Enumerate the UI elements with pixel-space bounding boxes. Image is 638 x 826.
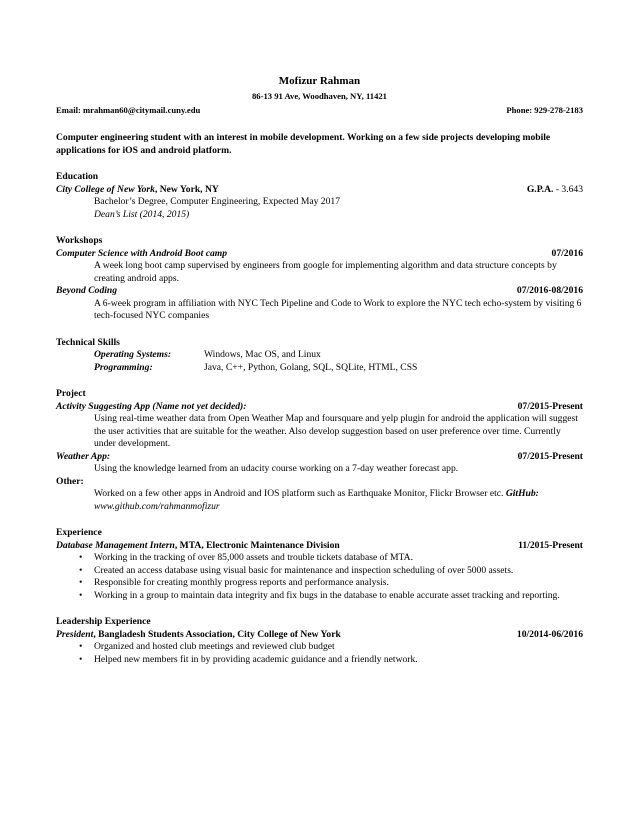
section-title-workshops: Workshops xyxy=(56,235,103,246)
list-item xyxy=(79,564,583,578)
github-link[interactable]: www.github.com/rahmanmofizur xyxy=(94,500,220,512)
workshop-date: 07/2016 xyxy=(551,247,583,259)
workshop-desc: A 6-week program in affiliation with NYC Tech Pipeline and Code to Work to explore the NYC tech echo-system by visiting 6 tech-focused NYC companies xyxy=(94,297,582,321)
project-desc: Using the knowledge learned from an udacity course working on a 7-day weather forecast app. xyxy=(94,463,459,474)
bullet-text: Working in the tracking of over 85,000 assets and trouble tickets database of MTA. xyxy=(94,552,413,563)
bullet-text: Working in a group to maintain data integrity and fix bugs in the database to enable accurate asset tracking and reporting. xyxy=(94,589,560,601)
bullet-icon: • xyxy=(79,577,83,588)
experience-date: 11/2015-Present xyxy=(518,539,583,551)
project-section xyxy=(56,388,583,513)
list-item xyxy=(79,653,583,667)
bullet-icon: • xyxy=(79,589,83,601)
bullet-text: Helped new members fit in by providing academic guidance and a friendly network. xyxy=(94,653,418,665)
bullet-icon: • xyxy=(79,564,83,576)
workshop-row xyxy=(56,285,583,298)
other-projects-label: Other: xyxy=(56,475,84,487)
leadership-row xyxy=(56,629,583,642)
workshops-section xyxy=(56,235,583,323)
experience-section xyxy=(56,527,583,602)
gpa xyxy=(519,184,583,197)
list-item xyxy=(79,577,583,590)
workshop-date: 07/2016-08/2016 xyxy=(516,285,583,296)
experience-org: , MTA, Electronic Maintenance Division xyxy=(174,539,340,551)
list-item xyxy=(79,552,583,565)
project-desc: Using real-time weather data from Open Weather Map and foursquare and yelp plugin for android the application will suggest the user activities that are suitable for the weather. Also develop suggestion based on user preference over time. Currently under development. xyxy=(94,413,578,449)
section-title-skills: Technical Skills xyxy=(56,336,120,348)
project-name: Weather App: xyxy=(56,450,111,462)
experience-row xyxy=(56,540,583,553)
deans-list: Dean’s List (2014, 2015) xyxy=(94,208,190,220)
workshop-name: Computer Science with Android Boot camp xyxy=(56,247,228,259)
resume-document xyxy=(56,74,583,666)
skill-value: Java, C++, Python, Golang, SQL, SQLite, HTML, CSS xyxy=(204,361,418,373)
school-line xyxy=(56,184,219,197)
leadership-section xyxy=(56,616,583,666)
gpa-value: - 3.643 xyxy=(553,183,583,195)
section-title-education: Education xyxy=(56,171,99,182)
school-location: , New York, NY xyxy=(154,183,219,195)
github-label: GitHub: xyxy=(505,488,539,499)
objective: Computer engineering student with an interest in mobile development. Working on a few side projects developing mobile applications for iOS and android platform. xyxy=(56,132,551,156)
experience-role-line xyxy=(56,540,340,553)
bullet-text: Organized and hosted club meetings and reviewed club budget xyxy=(94,641,335,652)
address: 86-13 91 Ave, Woodhaven, NY, 11421 xyxy=(252,91,387,101)
project-row xyxy=(56,451,583,464)
leadership-org: , Bangladesh Students Association, City College of New York xyxy=(93,628,341,640)
gpa-label: G.P.A. xyxy=(526,183,554,195)
other-projects-text: Worked on a few other apps in Android and IOS platform such as Earthquake Monitor, Flickr Browser etc. xyxy=(94,488,506,499)
phone: Phone: 929-278-2183 xyxy=(506,105,583,115)
bullet-icon: • xyxy=(79,641,83,652)
candidate-name: Mofizur Rahman xyxy=(278,75,361,87)
skills-list xyxy=(56,349,583,374)
bullet-icon: • xyxy=(79,653,83,665)
skill-row-programming xyxy=(94,362,583,375)
experience-bullets xyxy=(56,552,583,602)
skill-value: Windows, Mac OS, and Linux xyxy=(204,349,321,360)
list-item xyxy=(79,589,583,603)
section-title-leadership: Leadership Experience xyxy=(56,616,151,627)
leadership-role-line xyxy=(56,629,341,642)
education-header-row xyxy=(56,184,583,197)
bullet-text: Responsible for creating monthly progress reports and performance analysis. xyxy=(94,577,389,588)
section-title-project: Project xyxy=(56,388,86,399)
leadership-bullets xyxy=(56,641,583,666)
project-date: 07/2015-Present xyxy=(517,400,583,412)
education-section xyxy=(56,171,583,221)
skill-label: Operating Systems: xyxy=(94,349,172,360)
experience-role: Database Management Intern xyxy=(56,539,175,551)
skill-row-os xyxy=(94,349,583,362)
bullet-text: Created an access database using visual basic for maintenance and inspection scheduling of over 5000 assets. xyxy=(94,564,514,576)
project-date: 07/2015-Present xyxy=(517,450,583,462)
degree: Bachelor’s Degree, Computer Engineering, Expected May 2017 xyxy=(94,196,340,207)
project-name: Activity Suggesting App (Name not yet decided): xyxy=(56,400,247,412)
section-title-experience: Experience xyxy=(56,527,102,538)
leadership-date: 10/2014-06/2016 xyxy=(516,628,583,640)
project-row xyxy=(56,401,583,414)
workshop-row xyxy=(56,248,583,261)
email: Email: mrahman60@citymail.cuny.edu xyxy=(56,105,201,115)
list-item xyxy=(79,641,583,654)
leadership-role: President xyxy=(56,628,94,640)
school-name: City College of New York xyxy=(56,183,155,195)
workshop-desc: A week long boot camp supervised by engineers from google for implementing algorithm and data structure concepts by creating android apps. xyxy=(94,260,557,284)
other-projects-desc xyxy=(56,488,583,513)
workshop-name: Beyond Coding xyxy=(56,285,118,296)
bullet-icon: • xyxy=(79,552,83,563)
contact-line xyxy=(56,104,583,117)
skill-label: Programming: xyxy=(94,361,153,373)
skills-section xyxy=(56,337,583,375)
